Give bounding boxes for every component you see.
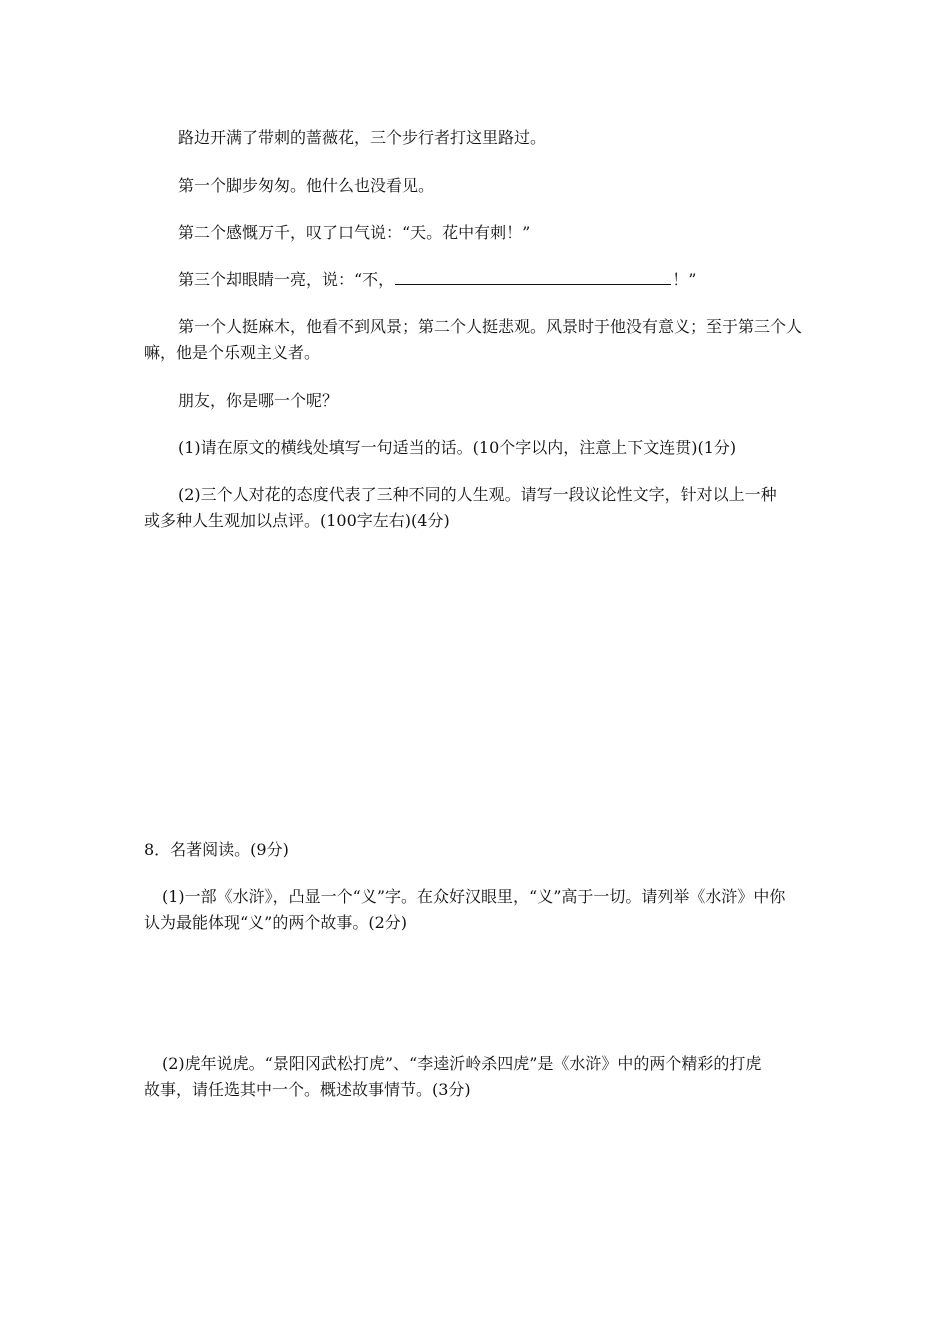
passage-paragraph-5-line-2: 嘛，他是个乐观主义者。 <box>144 343 321 362</box>
question-7-2-line-2: 或多种人生观加以点评。(100字左右)(4分) <box>144 511 450 530</box>
question-8-2-line-2: 故事，请任选其中一个。概述故事情节。(3分) <box>144 1080 471 1099</box>
passage-paragraph-5-line-1: 第一个人挺麻木，他看不到风景；第二个人挺悲观。风景时于他没有意义；至于第三个人 <box>178 317 803 336</box>
section-8-title: 8．名著阅读。(9分) <box>144 840 289 859</box>
passage-paragraph-1: 路边开满了带刺的蔷薇花，三个步行者打这里路过。 <box>178 128 547 147</box>
passage-paragraph-4-before: 第三个却眼睛一亮，说：“不， <box>178 270 395 289</box>
question-8-1-line-1: (1)一部《水浒》，凸显一个“义”字。在众好汉眼里，“义”高于一切。请列举《水浒》中你 <box>162 887 786 906</box>
question-8-2-line-1: (2)虎年说虎。“景阳冈武松打虎”、“李逵沂岭杀四虎”是《水浒》中的两个精彩的打虎 <box>162 1054 762 1073</box>
answer-blank[interactable] <box>395 270 671 285</box>
passage-paragraph-2: 第一个脚步匆匆。他什么也没看见。 <box>178 176 435 195</box>
passage-paragraph-4-after: ！” <box>672 270 697 289</box>
passage-paragraph-3: 第二个感慨万千，叹了口气说：“天。花中有刺！” <box>178 223 531 242</box>
question-8-1-line-2: 认为最能体现“义”的两个故事。(2分) <box>144 913 408 932</box>
passage-paragraph-6: 朋友，你是哪一个呢？ <box>178 391 339 410</box>
question-7-2-line-1: (2)三个人对花的态度代表了三种不同的人生观。请写一段议论性文字，针对以上一种 <box>178 485 777 504</box>
passage-paragraph-4 <box>178 270 814 290</box>
question-7-1: (1)请在原文的横线处填写一句适当的话。(10个字以内，注意上下文连贯)(1分) <box>178 438 737 457</box>
